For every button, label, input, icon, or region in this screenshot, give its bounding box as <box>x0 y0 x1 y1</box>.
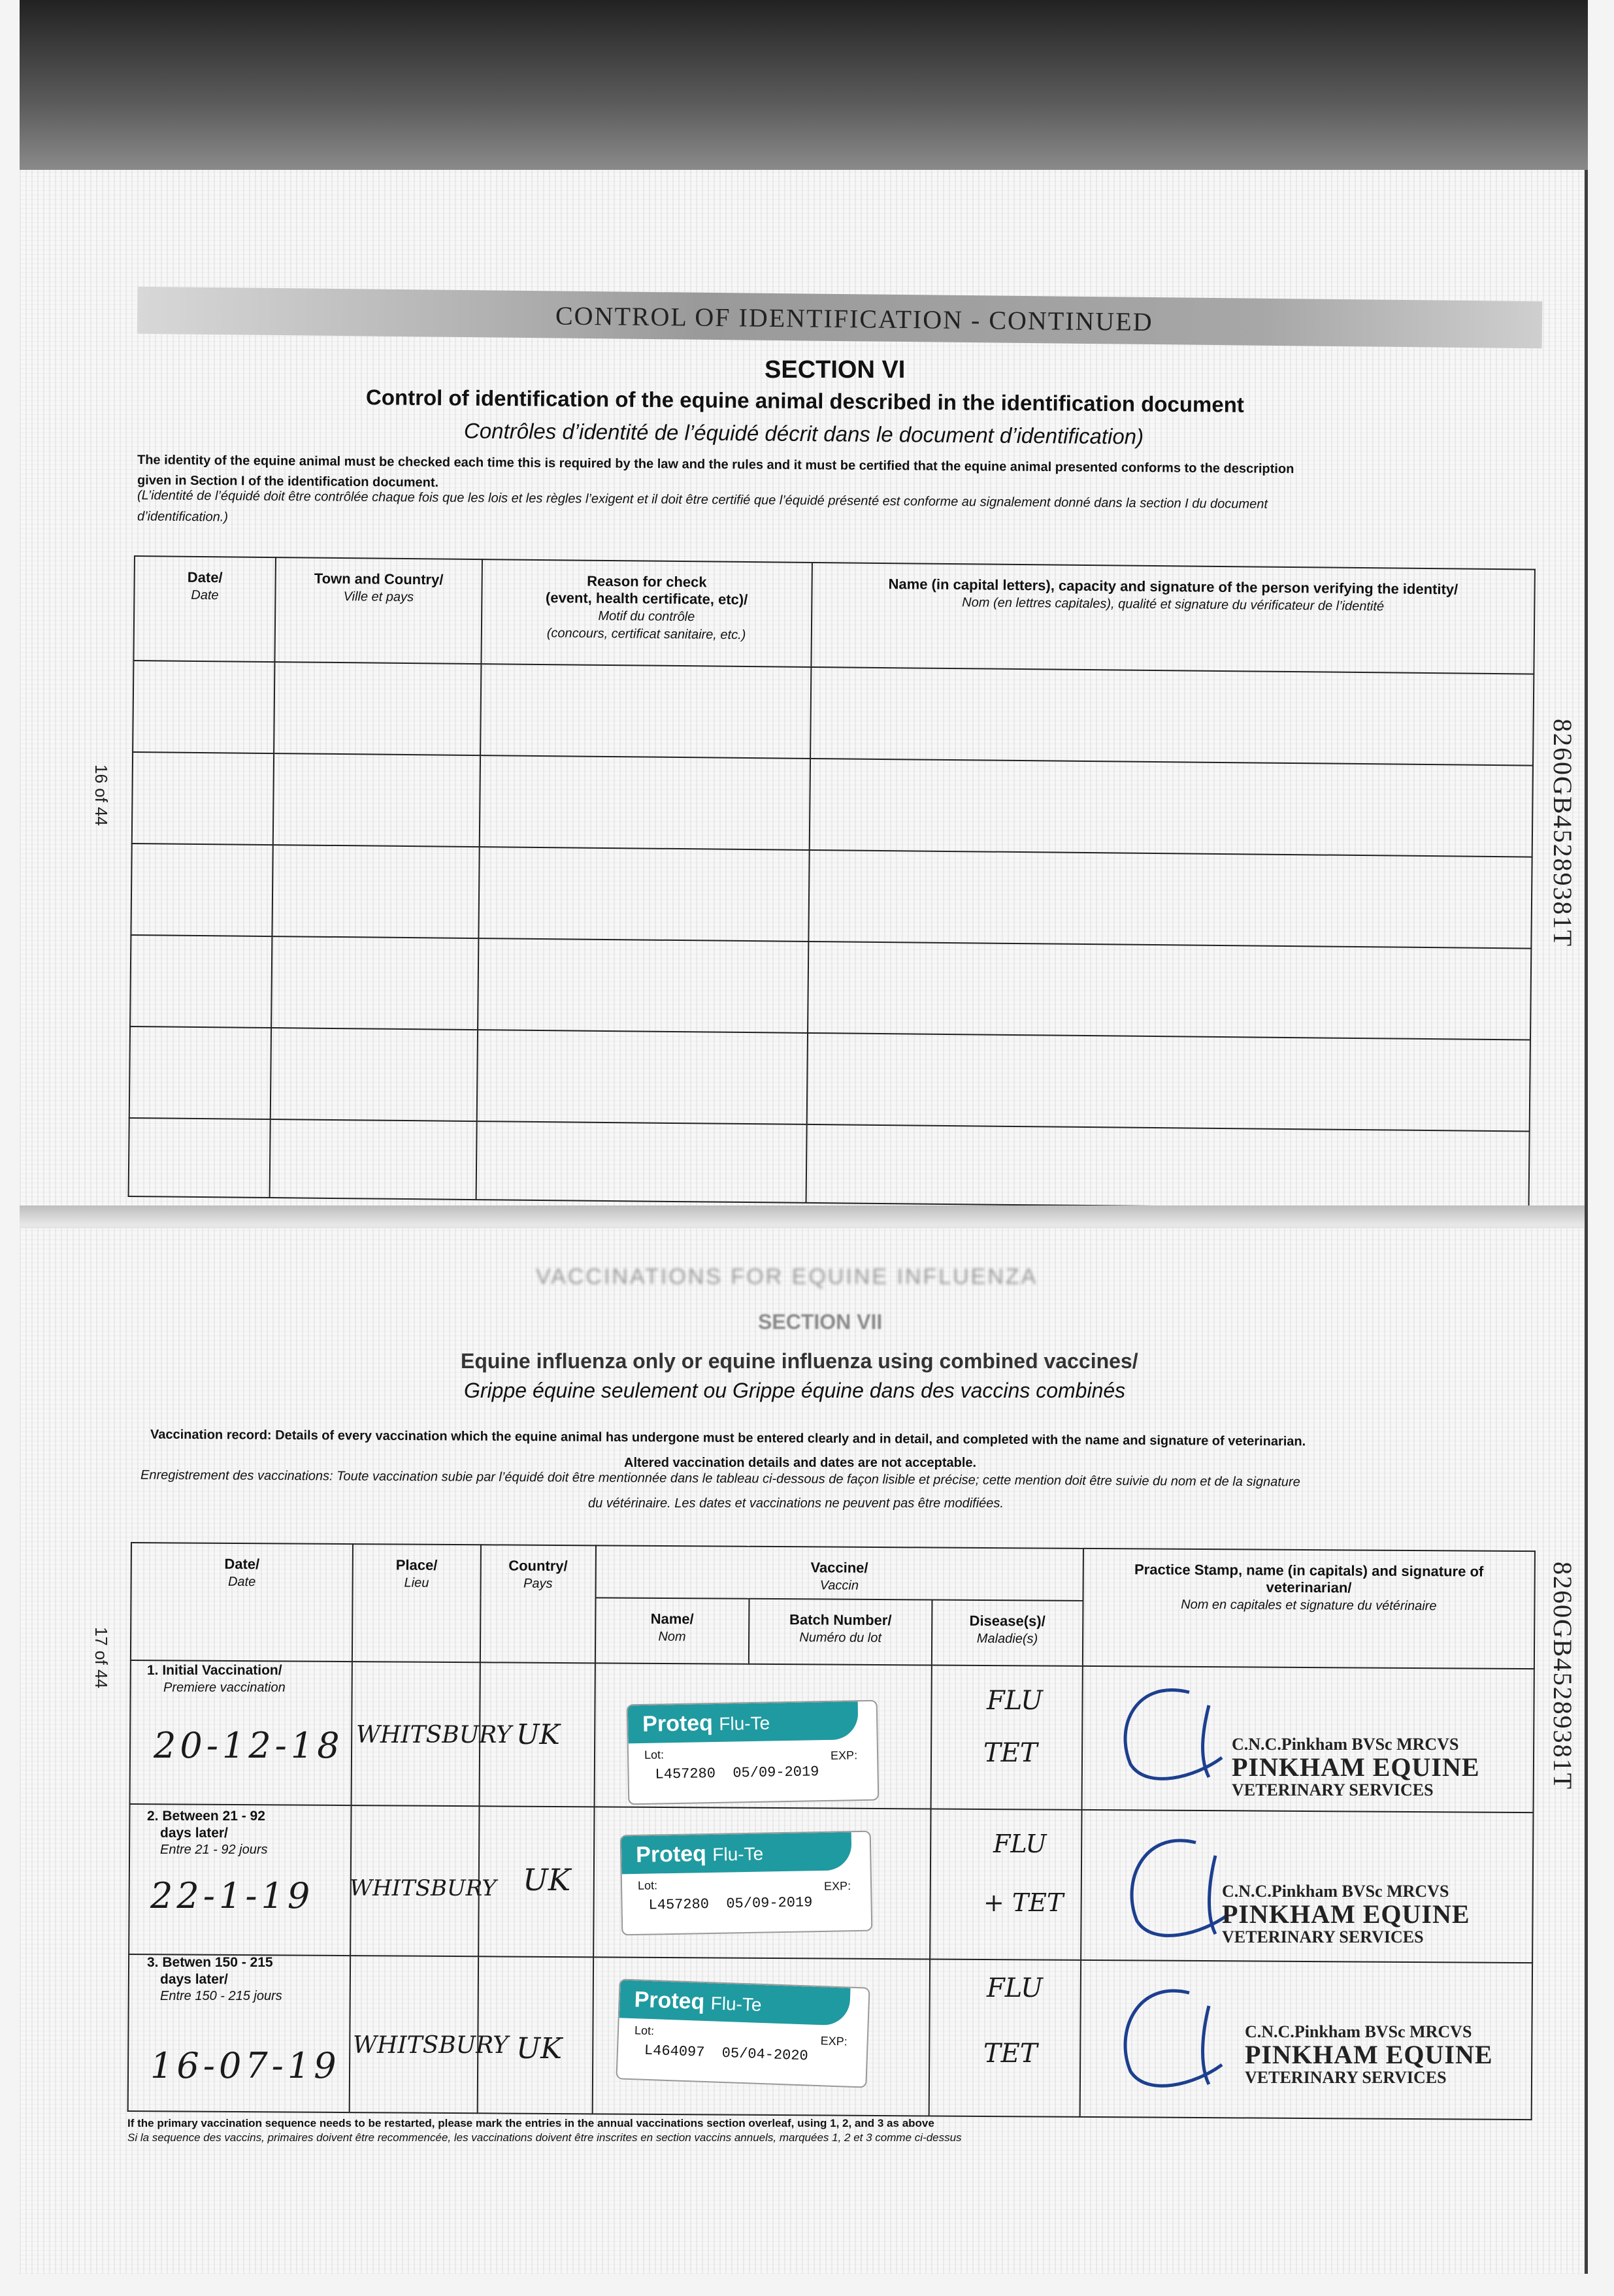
practice-stamp-1: C.N.C.Pinkham BVSc MRCVS PINKHAM EQUINE VETERINARY SERVICES <box>1232 1735 1480 1799</box>
page-title-en: Control of identification of the equine animal described in the identification document <box>365 385 1245 417</box>
cell[interactable] <box>480 755 810 850</box>
brand-variant: Flu-Te <box>712 1843 764 1865</box>
exp-label: EXP: <box>820 2034 848 2048</box>
record-fr-2: du vétérinaire. Les dates et vaccinations ne peuvent pas être modifiées. <box>588 1496 1004 1511</box>
cell[interactable] <box>130 935 272 1028</box>
row3-disease-1: FLU <box>987 1973 1043 2003</box>
scan-bottom-edge <box>0 2274 1614 2296</box>
col-disease: Disease(s)/ Maladie(s) <box>932 1599 1083 1665</box>
row2-label-en-2: days later/ <box>160 1826 228 1841</box>
exp-label: EXP: <box>830 1748 858 1762</box>
passport-id-top: 8260GB45289381T <box>1548 719 1577 947</box>
col-verifier: Name (in capital letters), capacity and signature of the person verifying the identity/ Nom (en lettres capitales), qualité et signature du vérificateur de l’identité <box>811 563 1535 674</box>
row3-date: 16-07-19 <box>150 2045 340 2086</box>
cell[interactable] <box>270 1119 477 1200</box>
vaccine-title-en: Equine influenza only or equine influenza using combined vaccines/ <box>461 1349 1138 1373</box>
table-row <box>129 1026 1530 1132</box>
footer-en: If the primary vaccination sequence needs to be restarted, please mark the entries in the annual vaccinations section overleaf, using 1, 2, and 3 as above <box>127 2117 934 2129</box>
table-row <box>132 752 1533 857</box>
cell[interactable] <box>808 850 1532 949</box>
page-number-17: 17 of 44 <box>91 1627 111 1688</box>
cell[interactable] <box>808 942 1532 1040</box>
col-vaccine-name: Name/ Nom <box>595 1598 749 1664</box>
page-number-16: 16 of 44 <box>91 764 111 826</box>
cell[interactable] <box>133 661 274 753</box>
cell[interactable] <box>810 667 1534 766</box>
vet-signature-3-icon <box>1111 1980 1248 2097</box>
vaccine-title-fr: Grippe équine seulement ou Grippe équine dans des vaccins combinés <box>464 1379 1126 1402</box>
row2-date: 22-1-19 <box>150 1875 314 1916</box>
cell[interactable] <box>271 936 478 1030</box>
cell[interactable] <box>129 1026 271 1119</box>
col-stamp: Practice Stamp, name (in capitals) and signature of veterinarian/ Nom en capitales et signature du vétérinaire <box>1083 1549 1535 1669</box>
row1-date: 20-12-18 <box>154 1725 344 1766</box>
table-row <box>129 1118 1530 1210</box>
col-vaccine: Vaccine/ Vaccin <box>595 1545 1083 1601</box>
section-vii-title: SECTION VII <box>758 1310 883 1334</box>
row1-country: UK <box>516 1718 560 1750</box>
identity-check-table <box>128 555 1536 1211</box>
cell[interactable] <box>477 1030 808 1124</box>
brand-name: Proteq <box>642 1711 714 1737</box>
row2-disease-1: FLU <box>993 1829 1047 1858</box>
record-fr-1: Enregistrement des vaccinations: Toute vaccination subie par l’équidé doit être mentionnée dans le tableau ci-dessous de façon lisible et précise; cette mention doit être suivie du nom et de la signature <box>140 1468 1300 1490</box>
footer-fr: Si la sequence des vaccins, primaires doivent être recommencée, les vaccinations doivent être inscrites en section vaccins annuels, marquées 1, 2 et 3 comme ci-dessus <box>127 2131 962 2144</box>
lot-label: Lot: <box>637 1878 658 1892</box>
cell[interactable] <box>476 1121 806 1203</box>
vet-signature-1-icon <box>1111 1679 1248 1790</box>
cell[interactable] <box>272 845 480 938</box>
record-en-1: Vaccination record: Details of every vaccination which the equine animal has undergone must be entered clearly and in detail, and completed with the name and signature of veterinarian. <box>150 1427 1306 1449</box>
scan-right-edge <box>1588 0 1614 2296</box>
cell[interactable] <box>806 1033 1530 1132</box>
row3-disease-2: TET <box>983 2039 1038 2069</box>
col-country: Country/ Pays <box>480 1545 596 1663</box>
col-date: Date/ Date <box>131 1543 353 1662</box>
cell[interactable] <box>274 662 481 755</box>
brand-name: Proteq <box>634 1987 705 2014</box>
scan-left-edge <box>0 0 20 2296</box>
cell[interactable] <box>273 753 480 847</box>
col-date: Date/ Date <box>133 556 276 662</box>
col-town: Town and Country/ Ville et pays <box>275 557 482 664</box>
row1-disease-1: FLU <box>987 1686 1043 1716</box>
row2-country: UK <box>523 1862 571 1897</box>
passport-id-bottom: 8260GB45289381T <box>1548 1562 1577 1790</box>
intro-en-2: given in Section I of the identification document. <box>137 473 439 490</box>
vaccine-label-1 <box>627 1700 880 1805</box>
intro-en-1: The identity of the equine animal must be checked each time this is required by the law and the rules and it must be certified that the equine animal presented conforms to the description <box>137 453 1294 476</box>
row3-label-en-1: 3. Betwen 150 - 215 <box>147 1955 273 1970</box>
scan-top-shadow <box>0 0 1614 170</box>
row1-label-fr: Premiere vaccination <box>163 1681 286 1695</box>
row1-disease-2: TET <box>983 1738 1038 1768</box>
table-row <box>131 844 1532 949</box>
row1-place: WHITSBURY <box>356 1722 512 1748</box>
record-en-2: Altered vaccination details and dates are not acceptable. <box>624 1456 977 1470</box>
cell[interactable] <box>809 759 1533 857</box>
brand-variant: Flu-Te <box>710 1993 763 2015</box>
vaccine-label-2 <box>620 1831 873 1936</box>
row2-label-en-1: 2. Between 21 - 92 <box>147 1809 265 1824</box>
row2-place: WHITSBURY <box>350 1875 497 1901</box>
cell[interactable] <box>806 1124 1529 1210</box>
batch-number: L464097 05/04-2020 <box>644 2042 809 2065</box>
faded-banner: VACCINATIONS FOR EQUINE INFLUENZA <box>536 1264 1038 1289</box>
col-place: Place/ Lieu <box>352 1544 481 1662</box>
intro-fr-2: d’identification.) <box>137 509 229 525</box>
table-row <box>130 935 1531 1040</box>
vaccine-label-3 <box>616 1978 870 2088</box>
cell[interactable] <box>131 844 272 936</box>
cell[interactable] <box>132 752 274 845</box>
batch-number: L457280 05/09-2019 <box>655 1763 819 1783</box>
batch-number: L457280 05/09-2019 <box>648 1894 813 1914</box>
row2-disease-2: + TET <box>983 1888 1064 1917</box>
row1-label-en: 1. Initial Vaccination/ <box>147 1663 282 1678</box>
lot-label: Lot: <box>634 2024 655 2038</box>
section-title: SECTION VI <box>765 356 906 384</box>
cell[interactable] <box>480 664 811 759</box>
exp-label: EXP: <box>823 1879 851 1893</box>
cell[interactable] <box>271 1028 478 1121</box>
practice-stamp-2: C.N.C.Pinkham BVSc MRCVS PINKHAM EQUINE VETERINARY SERVICES <box>1222 1882 1470 1946</box>
page-title-fr: Contrôles d’identité de l’équidé décrit dans le document d’identification) <box>463 418 1144 449</box>
cell[interactable] <box>478 938 808 1033</box>
row3-country: UK <box>516 2032 562 2065</box>
intro-fr-1: (L’identité de l’équidé doit être contrôlée chaque fois que les lois et les règles l’exigent et il doit être certifié que l’équidé présenté est conforme au signalement donné dans la section I du document <box>137 488 1268 512</box>
brand-variant: Flu-Te <box>719 1713 770 1734</box>
table-row <box>133 661 1534 766</box>
row3-place: WHITSBURY <box>353 2032 508 2059</box>
col-batch: Batch Number/ Numéro du lot <box>749 1599 932 1665</box>
brand-name: Proteq <box>635 1841 707 1867</box>
row3-label-fr: Entre 150 - 215 jours <box>160 1989 282 2003</box>
row3-label-en-2: days later/ <box>160 1972 228 1987</box>
practice-stamp-3: C.N.C.Pinkham BVSc MRCVS PINKHAM EQUINE VETERINARY SERVICES <box>1245 2022 1493 2087</box>
cell[interactable] <box>129 1118 271 1198</box>
col-reason: Reason for check (event, health certificate, etc)/ Motif du contrôle (concours, certificat sanitaire, etc.) <box>481 559 812 667</box>
cell[interactable] <box>478 847 809 942</box>
lot-label: Lot: <box>644 1748 665 1762</box>
row2-label-fr: Entre 21 - 92 jours <box>160 1843 268 1857</box>
banner-text: CONTROL OF IDENTIFICATION - CONTINUED <box>555 301 1153 337</box>
